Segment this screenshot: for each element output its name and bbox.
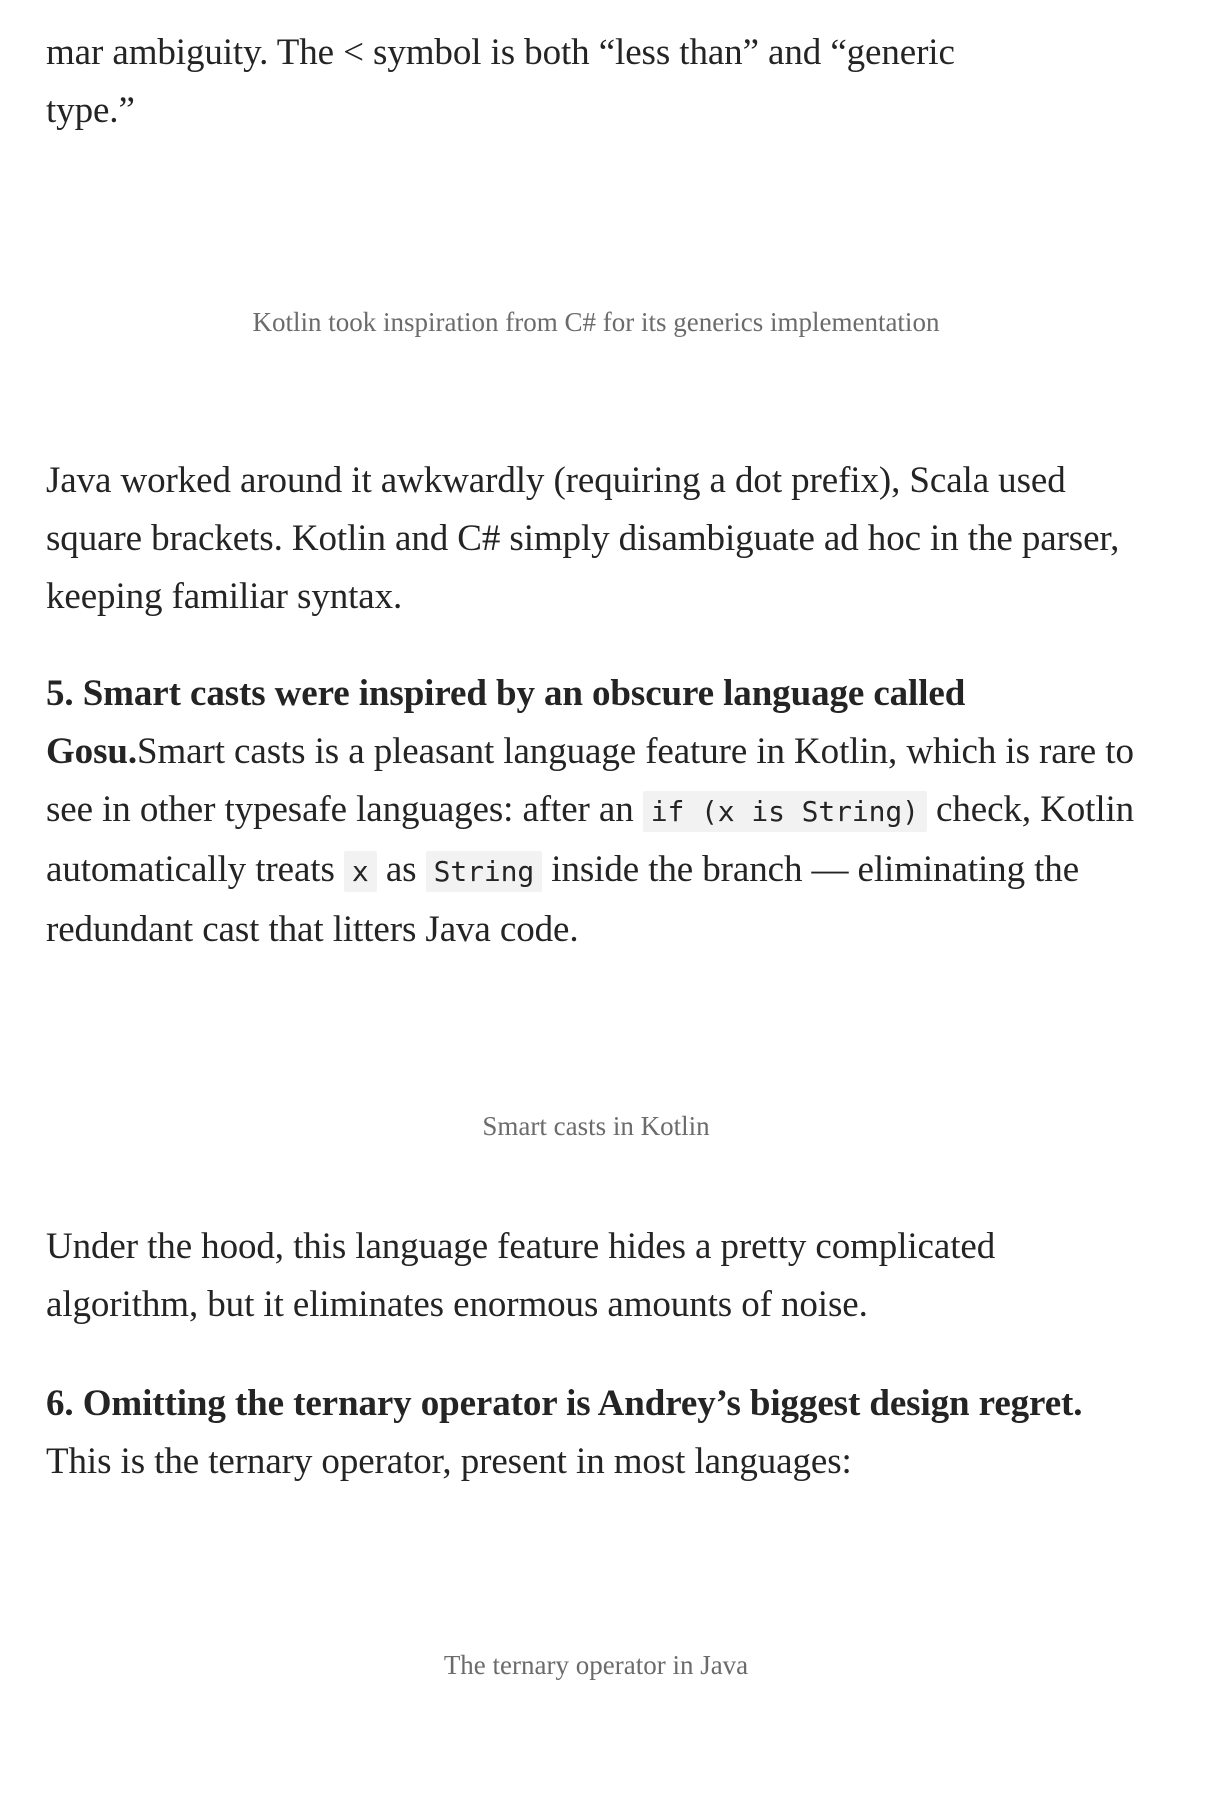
figure-ternary-java xyxy=(46,1643,1146,1687)
section-heading: 6. Omitting the ternary operator is Andrey’s biggest design regret. xyxy=(46,1383,1083,1424)
inline-code: x xyxy=(344,851,377,892)
inline-code: String xyxy=(426,851,543,892)
figure-generics xyxy=(46,300,1146,344)
paragraph-text: as xyxy=(376,849,426,890)
paragraph-text: Under the hood, this language feature hides a pretty complicated algorithm, but it eliminates enormous amounts of noise. xyxy=(46,1226,996,1325)
paragraph-text: inside the branch — eliminating the redundant cast that litters Java code. xyxy=(46,849,1080,950)
section-heading: 5. Smart casts were inspired by an obscure language called Gosu. xyxy=(46,673,966,772)
figure-caption: Smart casts in Kotlin xyxy=(482,1111,710,1141)
paragraph-under-the-hood xyxy=(46,1218,1146,1334)
figure-smart-casts xyxy=(46,1104,1146,1148)
figure-caption: The ternary operator in Java xyxy=(443,1650,749,1680)
paragraph-text: This is the ternary operator, present in most languages: xyxy=(46,1441,852,1482)
paragraph-smart-casts xyxy=(46,665,1146,959)
section-ternary-operator xyxy=(46,1375,1146,1491)
paragraph-text: Smart casts is a pleasant language feature in Kotlin, which is rare to see in other typesafe languages: after an xyxy=(46,731,1134,830)
section-smart-casts xyxy=(46,665,1146,959)
paragraph-text: Java worked around it awkwardly (requiring a dot prefix), Scala used square brackets. Kotlin and C# simply disambiguate ad hoc in the parser, keeping familiar syntax. xyxy=(46,460,1120,617)
paragraph-text: mar ambiguity. The < symbol is both “less than” and “generic type.” xyxy=(46,32,955,131)
inline-code: if (x is String) xyxy=(643,791,927,832)
paragraph-text: check, Kotlin automatically treats xyxy=(46,789,1135,890)
paragraph-ternary xyxy=(46,1375,1146,1491)
paragraph-grammar-ambiguity xyxy=(46,0,1146,140)
paragraph-java-workaround xyxy=(46,452,1146,626)
figure-caption: Kotlin took inspiration from C# for its generics implementation xyxy=(252,307,940,337)
